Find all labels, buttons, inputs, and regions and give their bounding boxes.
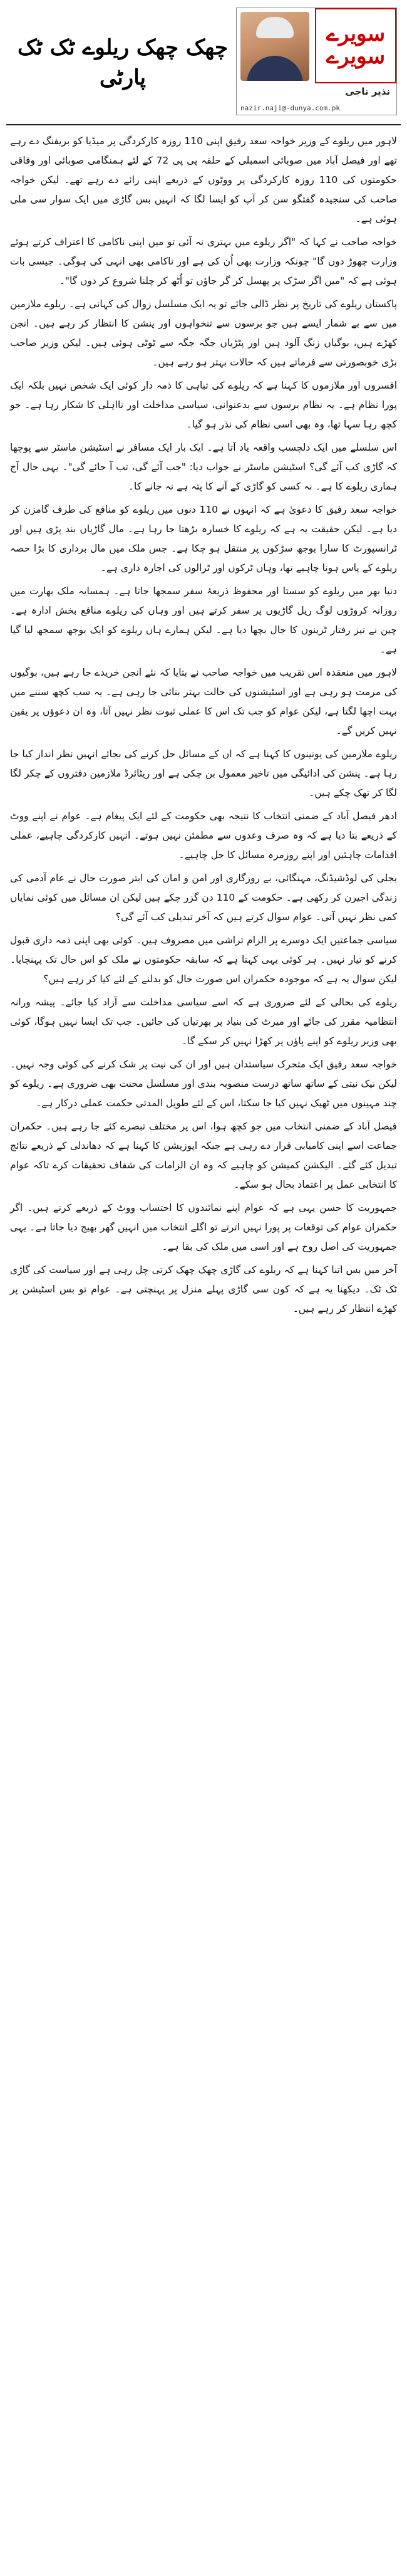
logo-line-1: سویرے: [326, 21, 386, 47]
article-paragraph: خواجہ سعد رفیق ایک متحرک سیاستدان ہیں اور ان کی نیت پر شک کرنے کی کوئی وجہ نہیں۔ لیکن نیک نیتی کے ساتھ ساتھ درست منصوبہ بندی اور مسلسل محنت بھی ضروری ہے۔ ریلوے کو چند مہینوں میں ٹھیک نہیں کیا جا سکتا، اس کے لئے طویل المدتی حکمت عملی درکار ہے۔: [10, 1059, 397, 1109]
article-paragraph: خواجہ سعد رفیق کا دعویٰ ہے کہ انہوں نے 110 دنوں میں ریلوے کو منافع کی طرف گامزن کر دیا ہے۔ لیکن حقیقت یہ ہے کہ ریلوے کا خسارہ بڑھتا جا رہا ہے۔ مال گاڑیاں بند پڑی ہیں اور ٹرانسپورٹ کا سارا بوجھ سڑکوں پر منتقل ہو چکا ہے۔ جس ملک میں مال برداری کا بڑا حصہ ریلوے کے پاس ہونا چاہیے تھا، وہاں ٹرکوں اور ٹرالوں کی اجارہ داری ہے۔: [10, 504, 397, 573]
article-paragraph: آخر میں بس اتنا کہنا ہے کہ ریلوے کی گاڑی چھک چھک کرتی چل رہی ہے اور سیاست کی گاڑی ٹک ٹک۔ دیکھنا یہ ہے کہ کون سی گاڑی پہلے منزل پر پہنچتی ہے۔ عوام تو بس اسٹیشن پر کھڑے انتظار کر رہے ہیں۔: [10, 1264, 398, 1314]
article-paragraph: سیاسی جماعتیں ایک دوسرے پر الزام تراشی میں مصروف ہیں۔ کوئی بھی اپنی ذمہ داری قبول کرنے کو تیار نہیں۔ ہر کوئی یہی کہتا ہے کہ سابقہ حکومتوں نے ملک کو اس حال تک پہنچایا۔ لیکن سوال یہ ہے کہ موجودہ حکمران اس صورت حال کو بدلنے کے لئے کیا کر رہے ہیں؟: [10, 935, 397, 985]
article-paragraph: جمہوریت کا حسن یہی ہے کہ عوام اپنے نمائندوں کا احتساب ووٹ کے ذریعے کرتے ہیں۔ اگر حکمران عوام کی توقعات پر پورا نہیں اترتے تو اگلے انتخاب میں انہیں گھر بھیج دیا جاتا ہے۔ یہی جمہوریت کی اصل روح ہے اور اسی میں ملک کی بقا ہے۔: [10, 1202, 397, 1252]
article-paragraph: ادھر فیصل آباد کے ضمنی انتخاب کا نتیجہ بھی حکومت کے لئے ایک پیغام ہے۔ عوام نے اپنے ووٹ کے ذریعے بتا دیا ہے کہ وہ صرف وعدوں سے مطمئن نہیں ہوتے۔ انہیں کارکردگی چاہیے، عملی اقدامات چاہئیں اور اپنے روزمرہ مسائل کا حل چاہیے۔: [10, 810, 397, 861]
author-email: nazir.naji@-dunya.com.pk: [240, 104, 340, 112]
author-photo: [240, 12, 309, 81]
article-paragraph: افسروں اور ملازموں کا کہنا ہے کہ ریلوے کی تباہی کا ذمہ دار کوئی ایک شخص نہیں بلکہ ایک پورا نظام ہے۔ یہ نظام برسوں سے بدعنوانی، سیاسی مداخلت اور نااہلی کا شکار رہا ہے۔ جو کچھ رہا سہا تھا، وہ بھی اسی نظام کی نذر ہو گیا۔: [10, 380, 397, 430]
article-paragraph: پاکستان ریلوے کی تاریخ پر نظر ڈالی جائے تو یہ ایک مسلسل زوال کی کہانی ہے۔ ریلوے ملازمین میں سے بے شمار ایسے ہیں جو برسوں سے تنخواہوں اور پنشن کا انتظار کر رہے ہیں۔ انجن کھڑے ہیں، بوگیاں زنگ آلود ہیں اور پٹڑیاں جگہ جگہ سے ٹوٹی ہوئی ہیں۔ لیکن وزیر صاحب بڑی خوبصورتی سے فرماتے ہیں کہ حالات بہتر ہو رہے ہیں۔: [10, 298, 397, 368]
article-paragraph: دنیا بھر میں ریلوے کو سستا اور محفوظ ذریعۂ سفر سمجھا جاتا ہے۔ ہمسایہ ملک بھارت میں روزانہ کروڑوں لوگ ریل گاڑیوں پر سفر کرتے ہیں اور وہاں کی ریلوے منافع بخش ادارہ ہے۔ چین نے تیز رفتار ٹرینوں کا جال بچھا دیا ہے۔ لیکن ہمارے ہاں ریلوے کو ایک بوجھ سمجھ لیا گیا ہے۔: [10, 585, 397, 655]
column-headline: چھک چھک ریلوے ٹک ٹک پارٹی: [18, 35, 228, 90]
column-header: [6, 5, 401, 125]
article-paragraph: بجلی کی لوڈشیڈنگ، مہنگائی، بے روزگاری اور امن و امان کی ابتر صورت حال نے عام آدمی کی زندگی اجیرن کر رکھی ہے۔ حکومت کے 110 دن گزر چکے ہیں لیکن ان مسائل میں کوئی نمایاں کمی نظر نہیں آتی۔ عوام سوال کرتے ہیں کہ آخر تبدیلی کب آئے گی؟: [10, 872, 397, 923]
article-paragraph: لاہور میں منعقدہ اس تقریب میں خواجہ صاحب نے بتایا کہ نئے انجن خریدے جا رہے ہیں، بوگیوں کی مرمت ہو رہی ہے اور اسٹیشنوں کی حالت بہتر بنائی جا رہی ہے۔ یہ سب کچھ سننے میں بہت اچھا لگتا ہے، لیکن عوام کو جب تک اس کا عملی ثبوت نظر نہیں آتا، وہ ان دعوؤں پر یقین نہیں کریں گے۔: [10, 667, 397, 736]
column-logo: [315, 8, 396, 83]
author-name: نذیر ناجی: [345, 86, 390, 97]
masthead: [236, 8, 397, 115]
article-paragraph: اس سلسلے میں ایک دلچسپ واقعہ یاد آتا ہے۔ ایک بار ایک مسافر نے اسٹیشن ماسٹر سے پوچھا کہ گاڑی کب آئے گی؟ اسٹیشن ماسٹر نے جواب دیا: "جب آئے گی، تب آ جائے گی"۔ یہی حال آج ہماری ریلوے کا ہے۔ نہ کسی کو گاڑی کے آنے کا پتہ ہے نہ جانے کا۔: [10, 442, 397, 492]
article-paragraph: ریلوے ملازمین کی یونینوں کا کہنا ہے کہ ان کے مسائل حل کرنے کی بجائے انہیں نظر انداز کیا جا رہا ہے۔ پنشن کی ادائیگی میں تاخیر معمول بن چکی ہے اور ریٹائرڈ ملازمین دفتروں کے چکر لگا لگا کر تھک چکے ہیں۔: [10, 748, 397, 798]
article-body: [6, 125, 401, 1319]
article-paragraph: ریلوے کی بحالی کے لئے ضروری ہے کہ اسے سیاسی مداخلت سے آزاد کیا جائے۔ پیشہ ورانہ انتظامیہ مقرر کی جائے اور میرٹ کی بنیاد پر بھرتیاں کی جائیں۔ جب تک ایسا نہیں ہوگا، کوئی بھی وزیر ریلوے کو اپنے پاؤں پر کھڑا نہیں کر سکے گا۔: [10, 997, 397, 1047]
article-paragraph: خواجہ صاحب نے کہا کہ "اگر ریلوے میں بہتری نہ آئی تو میں اپنی ناکامی کا اعتراف کرتے ہوئے وزارت چھوڑ دوں گا" چونکہ وزارت بھی اُن کی ہے اور ناکامی بھی انہی کی ہوگی۔ جیسی بات ہوئی ہے کہ "میں اگر سڑک پر پھسل کر گر جاؤں تو اُٹھ کر چلنا شروع کر دوں گا"۔: [10, 236, 397, 286]
article-paragraph: فیصل آباد کے ضمنی انتخاب میں جو کچھ ہوا، اس پر مختلف تبصرے کئے جا رہے ہیں۔ حکمران جماعت اسے اپنی کامیابی قرار دے رہی ہے جبکہ اپوزیشن کا کہنا ہے کہ دھاندلی کے ذریعے نتائج تبدیل کئے گئے۔ الیکشن کمیشن کو چاہیے کہ وہ ان الزامات کی شفاف تحقیقات کرے تاکہ عوام کا انتخابی عمل پر اعتماد بحال ہو سکے۔: [10, 1121, 397, 1190]
article-paragraph: لاہور میں ریلوے کے وزیر خواجہ سعد رفیق اپنی 110 روزہ کارکردگی پر میڈیا کو بریفنگ دے رہے تھے اور فیصل آباد میں صوبائی اسمبلی کے حلقہ پی پی 72 کے لئے ہمنگامی صوبائی اور وفاقی حکومتوں کی 110 روزہ کارکردگی پر ووٹوں کے ذریعے اپنی رائے دے رہے تھے۔ لیکن خواجہ صاحب کی سنجیدہ گفتگو سن کر آپ کو ایسا لگا کہ انہیں بس گاڑی میں ایک سوار سی ملی ہوئی ہے۔: [10, 135, 398, 224]
logo-line-2: سویرے: [326, 44, 386, 69]
